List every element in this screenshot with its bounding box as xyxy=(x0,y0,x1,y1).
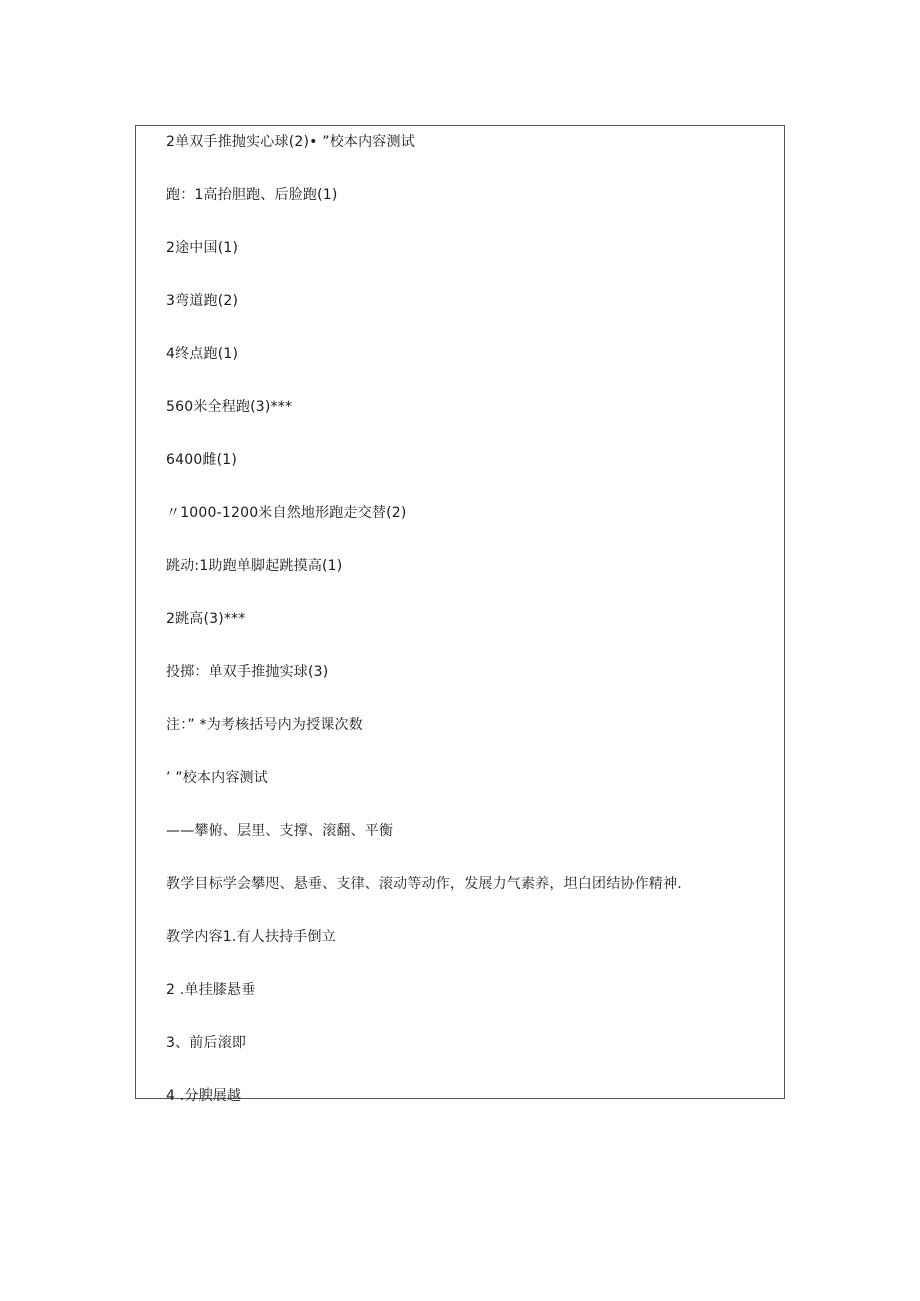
text-line: 跑：1高抬胆跑、后脸跑(1) xyxy=(166,187,338,203)
text-line: 4终点跑(1) xyxy=(166,346,239,362)
text-line: 2单双手推抛实心球(2)• ”校本内容测试 xyxy=(166,134,415,150)
text-line: 注：” *为考核括号内为授课次数 xyxy=(166,717,363,733)
document-body xyxy=(136,126,784,1104)
text-line: 投掷：单双手推抛实球(3) xyxy=(166,664,329,680)
text-line: 教学内容1.有人扶持手倒立 xyxy=(166,929,336,945)
text-line: 4 .分腴展越 xyxy=(166,1088,242,1104)
text-line: 560米全程跑(3)*** xyxy=(166,399,293,415)
text-line: 跳动:1助跑单脚起跳摸高(1) xyxy=(166,558,343,574)
document-page-frame xyxy=(135,125,785,1104)
text-line: 3弯道跑(2) xyxy=(166,293,239,309)
text-line: 教学目标学会攀咫、悬垂、支律、滚动等动作，发展力气素养，坦白团结协作精神. xyxy=(166,876,682,892)
text-line: ’ ”校本内容测试 xyxy=(166,770,268,786)
text-line: 〃1000-1200米自然地形跑走交替(2) xyxy=(166,505,407,521)
text-line: ——攀俯、层里、支撑、滚翻、平衡 xyxy=(166,823,394,839)
text-line: 3、前后滚即 xyxy=(166,1035,247,1051)
text-line: 2 .单挂膝悬垂 xyxy=(166,982,256,998)
text-line: 2跳高(3)*** xyxy=(166,611,246,627)
text-line: 2途中国(1) xyxy=(166,240,239,256)
text-line: 6400雌(1) xyxy=(166,452,238,468)
